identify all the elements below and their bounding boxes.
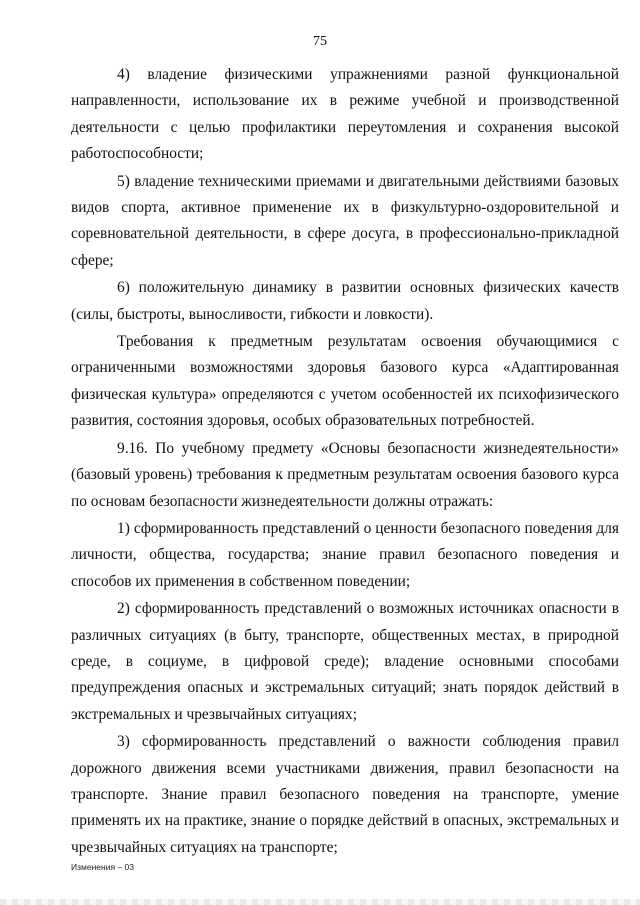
paragraph-obzh-item-3: 3) сформированность представлений о важности соблюдения правил дорожного движения всеми участниками движения, правил безопасности на транспорте. Знание правил безопасного поведения на транспорте, умение применять их на практике, знание о порядке действий в опасных, экстремальных и чрезвычайных ситуациях на транспорте; [71,733,619,856]
paragraph-obzh-item-1: 1) сформированность представлений о ценности безопасного поведения для личности, общества, государства; знание правил безопасного поведения и способов их применения в собственном поведении; [71,519,619,590]
paragraph-section-9-16: 9.16. По учебному предмету «Основы безопасности жизнедеятельности» (базовый уровень) требования к предметным результатам освоения базового курса по основам безопасности жизнедеятельности должны отражать: [71,439,619,510]
paragraph-item-4: 4) владение физическими упражнениями разной функциональной направленности, использование их в режиме учебной и производственной деятельности с целью профилактики переутомления и сохранения высокой работоспособности; [71,66,619,163]
paragraph-obzh-item-2: 2) сформированность представлений о возможных источниках опасности в различных ситуациях (в быту, транспорте, общественных местах, в природной среде, в социуме, в цифровой среде); владение основными способами предупреждения опасных и экстремальных ситуаций; знать порядок действий в экстремальных и чрезвычайных ситуациях; [71,600,619,723]
footer-revision-note: Изменения – 03 [71,862,134,872]
paragraph-adapted-requirements: Требования к предметным результатам освоения обучающимися с ограниченными возможностями здоровья базового курса «Адаптированная физическая культура» определяются с учетом особенностей их психофизического развития, состояния здоровья, особых образовательных потребностей. [71,333,619,430]
paragraph-item-5: 5) владение техническими приемами и двигательными действиями базовых видов спорта, активное применение их в физкультурно-оздоровительной и соревновательной деятельности, в сфере досуга, в профессионально-прикладной сфере; [71,172,619,269]
document-body [71,62,619,861]
paragraph-item-6: 6) положительную динамику в развитии основных физических качеств (силы, быстроты, выносливости, гибкости и ловкости). [71,279,619,323]
page-number: 75 [313,34,327,49]
scan-edge-artifact [0,899,640,905]
